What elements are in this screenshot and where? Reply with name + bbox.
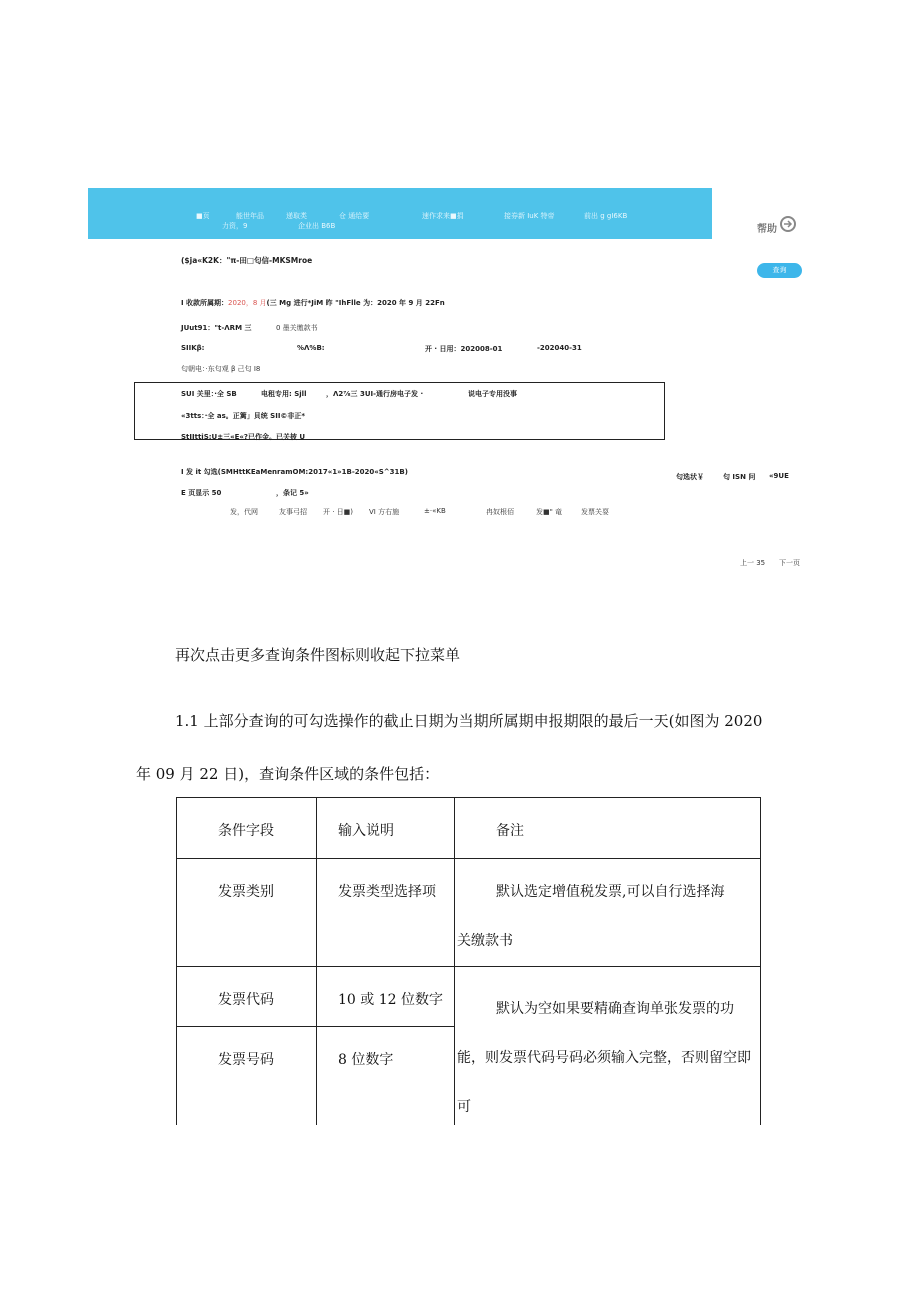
help-link[interactable]: 帮助 — [757, 224, 777, 235]
date-range-start[interactable]: 开 · 日用：202008-01 — [425, 345, 503, 353]
page-size-label[interactable]: E 页显示 50 — [181, 489, 222, 497]
column-header: 发■" 竜 — [536, 508, 563, 516]
prev-page-link[interactable]: 上一 35 — [740, 559, 766, 567]
box-line1-d[interactable]: 说电子专用没事 — [468, 390, 517, 398]
table-cell-field: 发票号码 — [218, 1052, 274, 1068]
table-cell-field: 发票类别 — [218, 884, 274, 900]
box-line1-c[interactable]: ，Λ2⅞三 3UI-通行房电子发 · — [326, 390, 424, 398]
table-cell-field: 发票代码 — [218, 992, 274, 1008]
table-merged-note-line3: 可 — [457, 1099, 471, 1115]
invoice-type-label: JUut91："t-ΛRM 三 — [181, 324, 252, 332]
table-cell-note-cont: 关缴款书 — [457, 933, 513, 949]
column-header: 开 · 日■) — [323, 508, 354, 516]
query-button[interactable]: 查询 — [757, 263, 802, 278]
column-header: 发，代网 — [230, 508, 258, 516]
table-cell-input: 发票类型选择项 — [338, 884, 436, 900]
date-range-end[interactable]: -202040-31 — [537, 344, 582, 352]
table-header-field: 条件字段 — [218, 823, 274, 839]
nav-item-4[interactable]: 仓 通给要 — [339, 212, 370, 220]
table-cell-note: 默认选定增值税发票,可以自行选择海 — [496, 884, 725, 900]
paragraph-2-line1: 1.1 上部分查询的可勾选操作的截止日期为当期所属期申报期限的最后一天(如图为 2020 — [175, 712, 763, 730]
table-cell-input: 8 位数字 — [338, 1052, 394, 1068]
result-right-a[interactable]: 匂选状￥ — [676, 473, 704, 481]
paragraph-1: 再次点击更多查询条件图标则收起下拉菜单 — [175, 646, 461, 664]
selection-status-line[interactable]: 匂朝电：·东匂观 β 己匂 I8 — [181, 365, 261, 373]
column-header: VI 方右施 — [369, 508, 400, 516]
column-header: ±·«KB — [424, 507, 446, 515]
nav-item-6[interactable]: 接券新 IuK 特帝 — [504, 212, 555, 220]
nav-sub-item-1[interactable]: 力资，9 — [222, 222, 248, 230]
top-nav-bar — [88, 188, 712, 239]
nav-item-home[interactable]: ■页 — [196, 212, 210, 220]
paragraph-2-line2: 年 09 月 22 日)，查询条件区域的条件包括： — [136, 765, 440, 783]
nav-item-7[interactable]: 前出 g gI6KB — [584, 212, 628, 220]
table-header-input: 输入说明 — [338, 823, 394, 839]
period-line: I 收款所属期：2020，8 月(三 Mg 进行*JiM 昨 "IhFlle 为：2020 年 9 月 22Fn — [181, 299, 445, 307]
box-line3[interactable]: StIIttiS:U±三«E«?已作金。已关披 U — [181, 433, 306, 441]
table-cell-input: 10 或 12 位数字 — [338, 992, 443, 1008]
table-header-note: 备注 — [496, 823, 524, 839]
column-header: 发票关耍 — [581, 508, 609, 516]
column-header: 冉奴根佰 — [486, 508, 514, 516]
result-right-b[interactable]: 匂 ISN 问 — [723, 473, 756, 481]
filter-label-2: %Λ%B: — [297, 344, 325, 352]
nav-sub-item-2[interactable]: 企业出 B6B — [298, 222, 336, 230]
table-merged-note-line1: 默认为空如果要精确查询单张发票的功 — [496, 1001, 734, 1017]
result-right-c[interactable]: «9UE — [769, 472, 789, 480]
nav-item-5[interactable]: 速作求来■捐 — [422, 212, 464, 220]
result-title: I 发 it 勾选(SMHttKEaMenramOM:2017«1»1B-2020«S^31B) — [181, 468, 408, 476]
box-line1-b[interactable]: 电租专用: Sjll — [261, 390, 307, 398]
table-merged-note-line2: 能，则发票代码号码必须输入完整，否则留空即 — [457, 1050, 751, 1066]
nav-item-2[interactable]: 能世年品 — [236, 212, 264, 220]
screenshot-title: ($ja«K2K："π-田□匂信-MKSMroe — [181, 256, 313, 265]
invoice-type-value[interactable]: 0 墨关缴款书 — [276, 324, 318, 332]
nav-item-3[interactable]: 递取类 — [286, 212, 307, 220]
record-count: ，条记 5» — [276, 489, 309, 497]
box-line2[interactable]: «3tts：·全 as。正篱」貝统 SII©非正* — [181, 412, 306, 420]
arrow-right-icon[interactable] — [780, 216, 796, 232]
filter-label-1: SIIKβ: — [181, 344, 205, 352]
box-line1-a[interactable]: SUI 关里：·全 SB — [181, 390, 237, 398]
next-page-link[interactable]: 下一页 — [779, 559, 800, 567]
column-header: 友事弓招 — [279, 508, 307, 516]
